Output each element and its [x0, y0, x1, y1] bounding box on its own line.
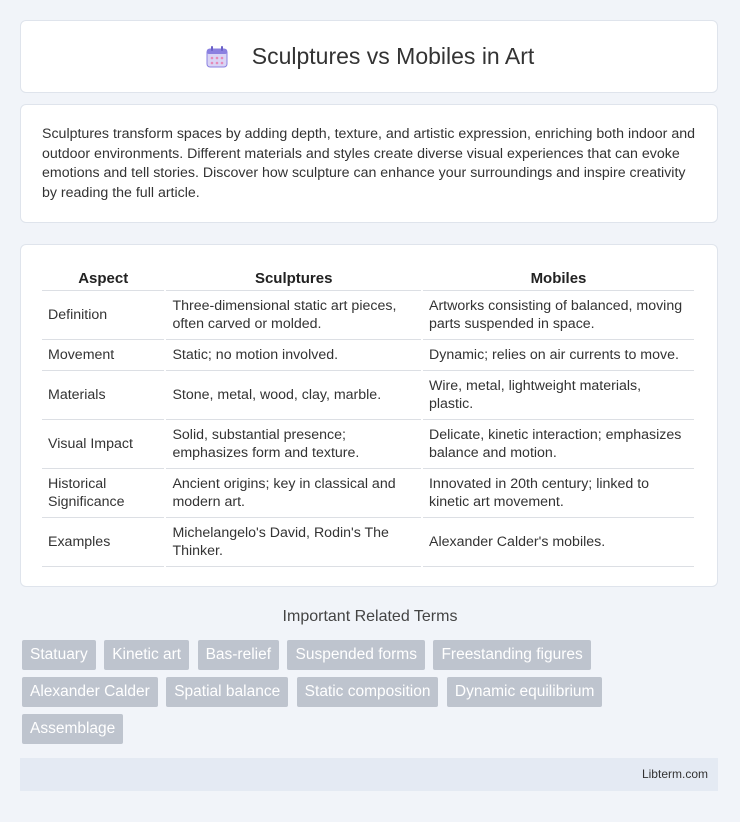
row-sculptures: Ancient origins; key in classical and modern art.	[166, 469, 421, 518]
row-mobiles: Artworks consisting of balanced, moving parts suspended in space.	[423, 291, 694, 340]
table-row	[42, 340, 694, 371]
row-sculptures: Michelangelo's David, Rodin's The Thinker.	[166, 518, 421, 567]
header-sculptures: Sculptures	[166, 265, 421, 291]
row-mobiles: Dynamic; relies on air currents to move.	[423, 340, 694, 371]
row-sculptures: Three-dimensional static art pieces, often carved or molded.	[166, 291, 421, 340]
table-row	[42, 371, 694, 420]
table-row	[42, 420, 694, 469]
row-aspect: Materials	[42, 371, 164, 420]
tag-assemblage[interactable]: Assemblage	[22, 714, 123, 744]
row-sculptures: Static; no motion involved.	[166, 340, 421, 371]
row-aspect: Movement	[42, 340, 164, 371]
row-sculptures: Solid, substantial presence; emphasizes form and texture.	[166, 420, 421, 469]
footer	[20, 758, 718, 791]
tag-bas-relief[interactable]: Bas-relief	[198, 640, 279, 670]
table-row	[42, 291, 694, 340]
row-mobiles: Delicate, kinetic interaction; emphasizes balance and motion.	[423, 420, 694, 469]
header-mobiles: Mobiles	[423, 265, 694, 291]
table-row	[42, 518, 694, 567]
table-row	[42, 469, 694, 518]
calendar-icon	[204, 44, 230, 70]
tag-static-composition[interactable]: Static composition	[297, 677, 439, 707]
tag-statuary[interactable]: Statuary	[22, 640, 96, 670]
tag-kinetic-art[interactable]: Kinetic art	[104, 640, 189, 670]
row-aspect: Visual Impact	[42, 420, 164, 469]
intro-text: Sculptures transform spaces by adding depth, texture, and artistic expression, enriching both indoor and outdoor environments. Different materials and styles create diverse visual experiences that can evoke emotions and tell stories. Discover how sculpture can enhance your surroundings and inspire creativity by reading the full article.	[42, 126, 695, 201]
table-header-row	[42, 265, 694, 291]
header-aspect: Aspect	[42, 265, 164, 291]
row-aspect: Historical Significance	[42, 469, 164, 518]
tag-dynamic-equilibrium[interactable]: Dynamic equilibrium	[447, 677, 603, 707]
tag-spatial-balance[interactable]: Spatial balance	[166, 677, 288, 707]
comparison-table	[40, 265, 696, 567]
comparison-table-card	[20, 244, 718, 587]
row-aspect: Definition	[42, 291, 164, 340]
intro-card	[20, 104, 718, 223]
row-mobiles: Wire, metal, lightweight materials, plastic.	[423, 371, 694, 420]
row-sculptures: Stone, metal, wood, clay, marble.	[166, 371, 421, 420]
row-mobiles: Alexander Calder's mobiles.	[423, 518, 694, 567]
page-title: Sculptures vs Mobiles in Art	[251, 43, 535, 69]
row-aspect: Examples	[42, 518, 164, 567]
related-terms-title: Important Related Terms	[282, 608, 458, 625]
footer-link[interactable]: Libterm.com	[641, 767, 708, 781]
tag-freestanding-figures[interactable]: Freestanding figures	[433, 640, 590, 670]
related-terms-tags	[22, 640, 702, 751]
tag-alexander-calder[interactable]: Alexander Calder	[22, 677, 158, 707]
tag-suspended-forms[interactable]: Suspended forms	[287, 640, 425, 670]
header-card	[20, 20, 718, 93]
row-mobiles: Innovated in 20th century; linked to kinetic art movement.	[423, 469, 694, 518]
